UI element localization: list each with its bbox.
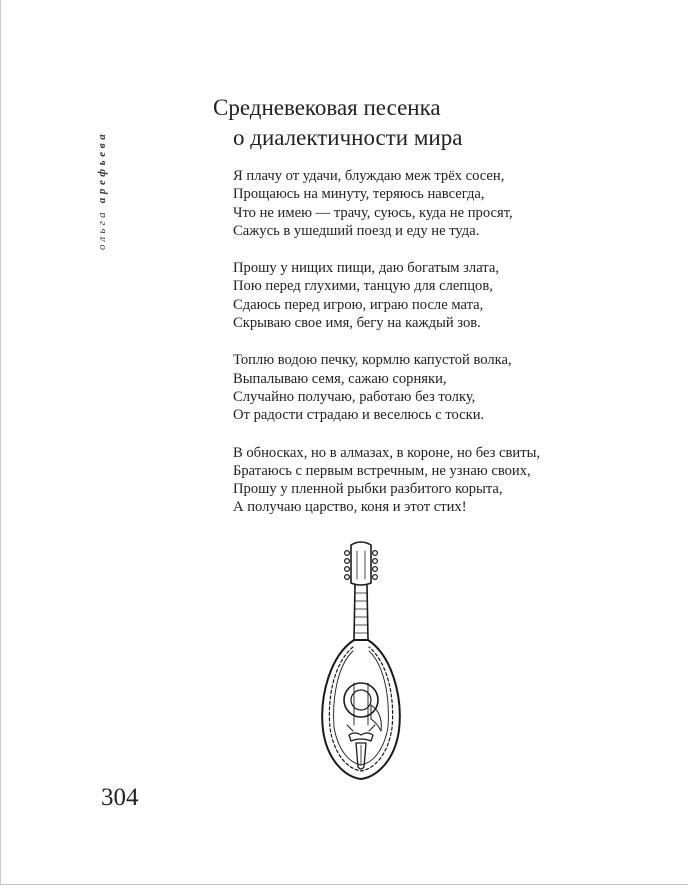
verse-line: Случайно получаю, работаю без толку, <box>233 388 476 405</box>
poem-title-line-2: о диалектичности мира <box>233 125 463 150</box>
verse-line: Топлю водою печку, кормлю капустой волка, <box>233 352 512 369</box>
stanza-4 <box>233 444 653 517</box>
verse-line: А получаю царство, коня и этот стих! <box>233 499 467 516</box>
stanza-1 <box>233 167 653 240</box>
verse-line: Выпалываю семя, сажаю сорняки, <box>233 370 447 387</box>
verse-line: Прошу у нищих пищи, даю богатым злата, <box>233 260 499 277</box>
verse-line: Скрываю свое имя, бегу на каждый зов. <box>233 315 481 332</box>
verse-line: Сдаюсь перед игрою, играю после мата, <box>233 296 484 313</box>
running-head-author <box>96 131 108 250</box>
author-first-name: ольга <box>96 209 108 250</box>
verse-line: Сажусь в ушедший поезд и еду не туда. <box>233 222 480 239</box>
verse-line: От радости страдаю и веселюсь с тоски. <box>233 407 485 424</box>
verse-line: Что не имею — трачу, суюсь, куда не просят, <box>233 204 513 221</box>
verse-line: В обносках, но в алмазах, в короне, но без свиты, <box>233 444 541 461</box>
page-number: 304 <box>101 784 139 811</box>
poem-title-line-1: Средневековая песенка <box>213 95 441 120</box>
verse-line: Я плачу от удачи, блуждаю меж трёх сосен, <box>233 168 505 184</box>
verse-line: Прощаюсь на минуту, теряюсь навсегда, <box>233 186 485 203</box>
mandolin-sound-hole <box>344 683 378 717</box>
verse-line: Пою перед глухими, танцую для слепцов, <box>233 278 493 295</box>
poem-body <box>233 167 653 536</box>
verse-line: Братаюсь с первым встречным, не узнаю своих, <box>233 462 531 479</box>
mandolin-bridge <box>349 733 373 741</box>
tuning-pegs <box>345 551 378 580</box>
verse-line: Прошу у пленной рыбки разбитого корыта, <box>233 481 503 498</box>
mandolin-headstock <box>351 542 371 585</box>
mandolin-illustration <box>301 535 421 785</box>
author-last-name: арефьева <box>96 130 108 204</box>
stanza-3 <box>233 351 653 424</box>
stanza-2 <box>233 259 653 332</box>
poem-title <box>213 93 462 153</box>
